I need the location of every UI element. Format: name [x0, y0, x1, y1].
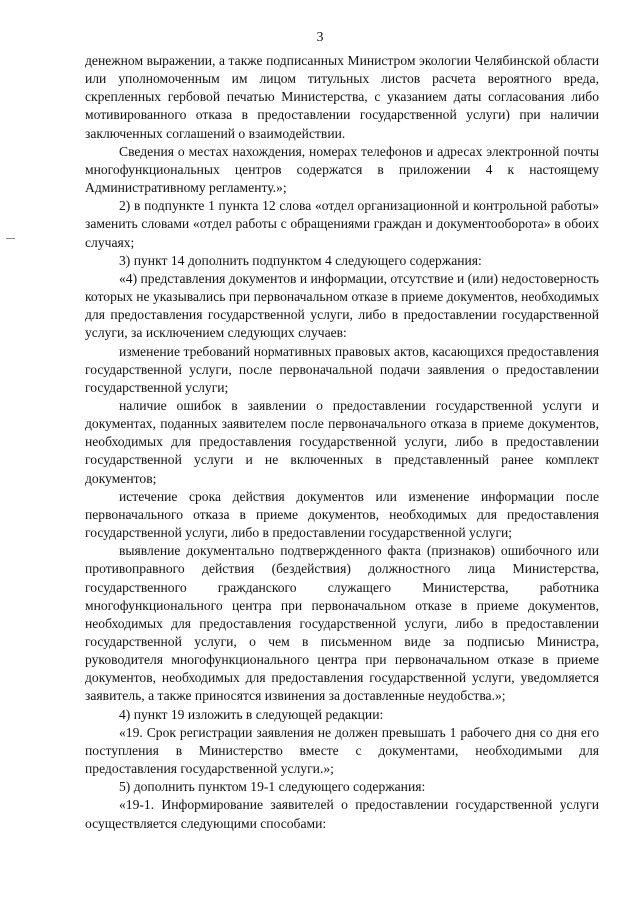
paragraph-point-19: «19. Срок регистрации заявления не должен превышать 1 рабочего дня со дня его поступления в Министерство вместе с документами, необходимыми для предоставления государственной услуги.»;: [85, 724, 599, 777]
paragraph-amendment-2: 2) в подпункте 1 пункта 12 слова «отдел организационной и контрольной работы» заменить словами «отдел работы с обращениями граждан и документооборота» в обоих случаях;: [85, 198, 599, 250]
page-number: 3: [316, 30, 324, 45]
paragraph-amendment-4: 4) пункт 19 изложить в следующей редакции:: [119, 706, 384, 722]
paragraph-continuation: денежном выражении, а также подписанных Министром экологии Челябинской области или уполномоченным им лицом титульных листов расчета вероятного вреда, скрепленных гербовой печатью Министерства, с указанием даты согласования либо мотивированного отказа в предоставлении государственной услуги) при наличии заключенных соглашений о взаимодействии.: [85, 53, 599, 141]
paragraph-subpoint-4: «4) представления документов и информации, отсутствие и (или) недостоверность которых не указывались при первоначальном отказе в приеме документов, необходимых для предоставления государственной услуги, либо в предоставлении государственной услуги, за исключением следующих случаев:: [85, 270, 599, 341]
paragraph-point-19-1: «19-1. Информирование заявителей о предоставлении государственной услуги осуществляется следующими способами:: [85, 797, 599, 831]
paragraph-mfc-contacts: Сведения о местах нахождения, номерах телефонов и адресах электронной почты многофункциональных центров содержатся в приложении 4 к настоящему Административному регламенту.»;: [85, 143, 599, 196]
margin-mark: [6, 238, 15, 239]
document-body: [85, 52, 599, 833]
paragraph-case-official-error: выявление документально подтвержденного факта (признаков) ошибочного или противоправного действия (бездействия) должностного лица Министерства, государственного гражданского служащего Министерства, работника многофункционального центра при первоначальном отказе в приеме документов, необходимых для предоставления государственной услуги, либо в предоставлении государственной услуги, о чем в письменном виде за подписью Министра, руководителя многофункционального центра при первоначальном отказе в приеме документов, необходимых для предоставления государственной услуги, уведомляется заявитель, а также приносятся извинения за доставленные неудобства.»;: [85, 543, 599, 704]
paragraph-case-expiry: истечение срока действия документов или изменение информации после первоначального отказа в приеме документов, необходимых для предоставления государственной услуги, либо в предоставлении государственной услуги;: [85, 488, 599, 541]
paragraph-amendment-5: 5) дополнить пунктом 19-1 следующего содержания:: [119, 779, 426, 795]
paragraph-case-requirements-change: изменение требований нормативных правовых актов, касающихся предоставления государственной услуги, после первоначальной подачи заявления о предоставлении государственной услуги;: [85, 343, 599, 395]
paragraph-amendment-3: 3) пункт 14 дополнить подпунктом 4 следующего содержания:: [119, 252, 482, 268]
paragraph-case-errors: наличие ошибок в заявлении о предоставлении государственной услуги и документах, поданных заявителем после первоначального отказа в приеме документов, необходимых для предоставления государственной услуги, либо в предоставлении государственной услуги и не включенных в представленный ранее комплект документов;: [85, 397, 599, 486]
